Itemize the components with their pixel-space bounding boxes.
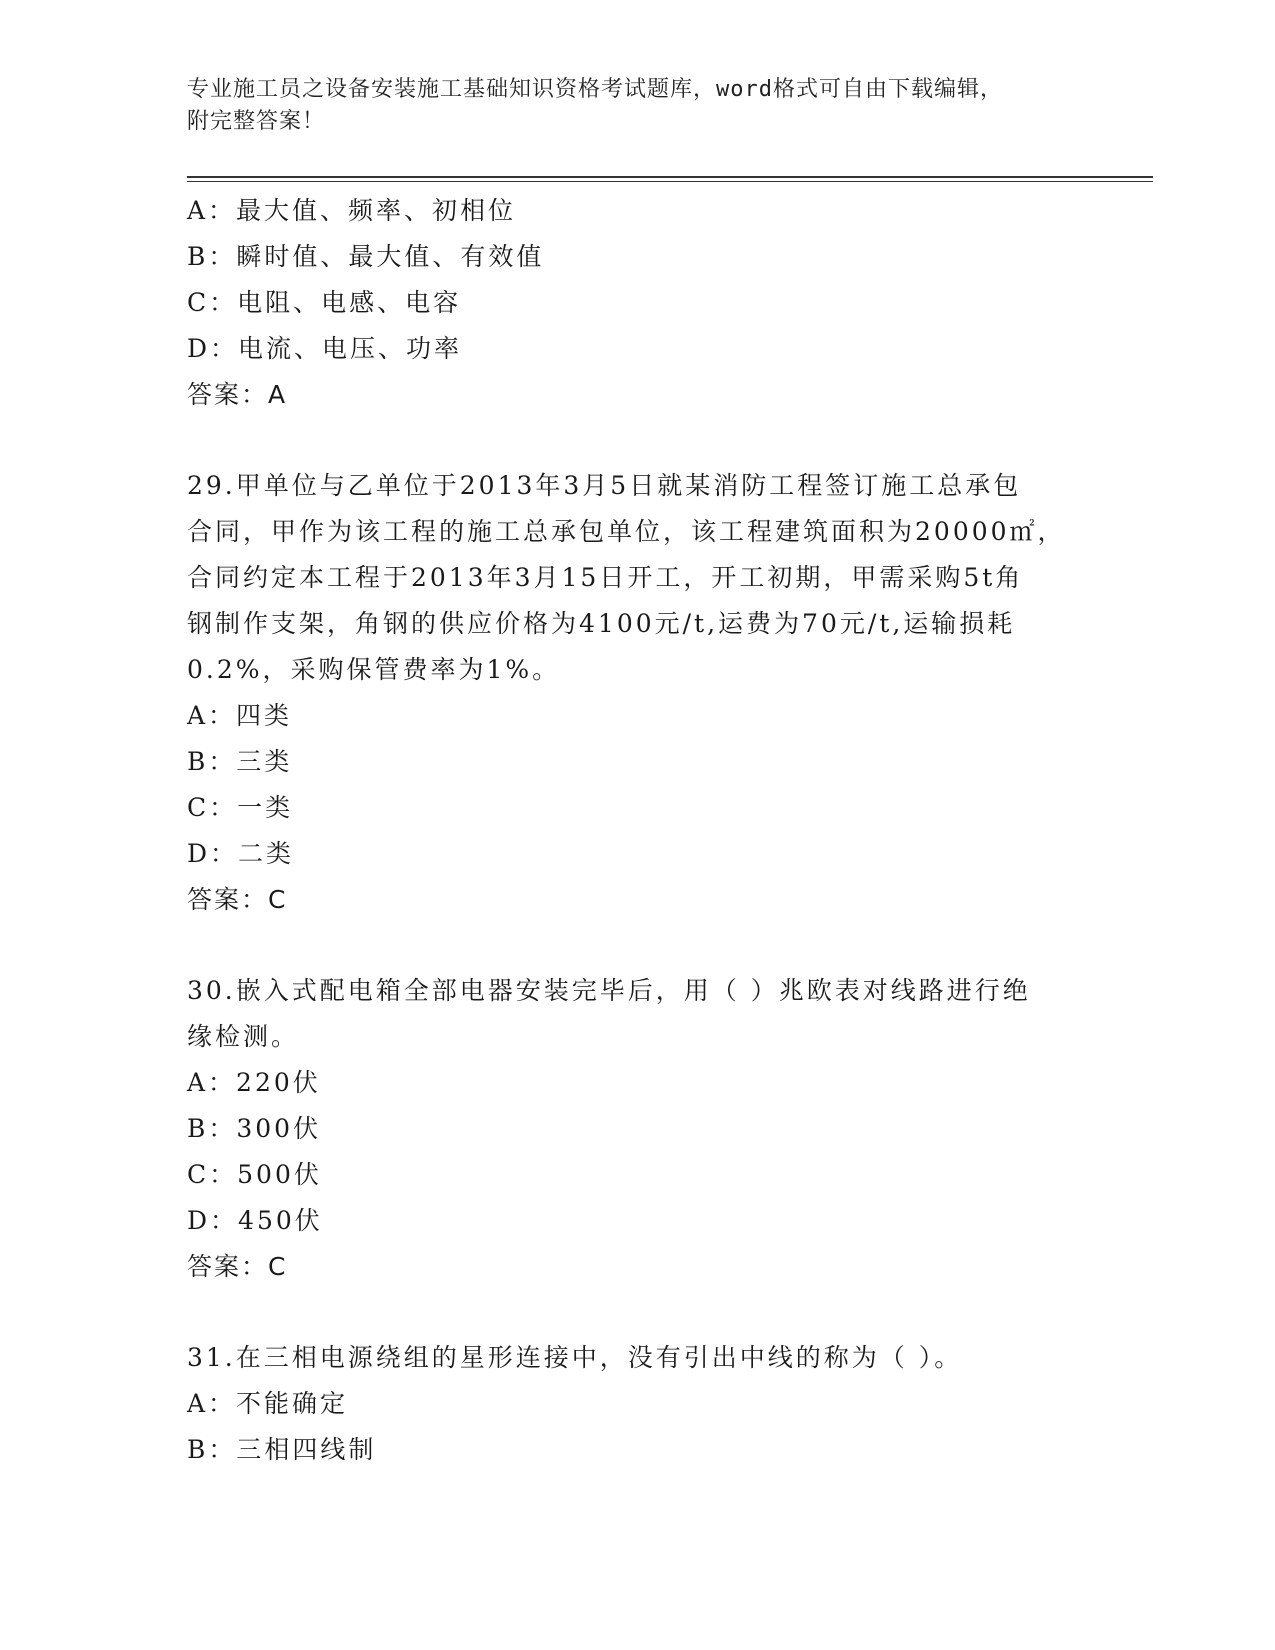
option-d: D：二类 (187, 839, 295, 868)
option-b: B：三相四线制 (187, 1435, 377, 1464)
option-a: A：220伏 (187, 1068, 321, 1097)
option-d: D：450伏 (187, 1206, 323, 1235)
question-spacer (187, 923, 1067, 968)
question-stem-line: 30.嵌入式配电箱全部电器安装完毕后，用（ ）兆欧表对线路进行绝 (187, 976, 1031, 1005)
question-31 (187, 1335, 1067, 1473)
question-spacer (187, 1290, 1067, 1335)
option-a: A：不能确定 (187, 1389, 349, 1418)
header-line-2: 附完整答案！ (187, 109, 326, 134)
question-stem-line: 合同约定本工程于2013年3月15日开工，开工初期，甲需采购5t角 (187, 563, 1024, 592)
option-a: A：最大值、频率、初相位 (187, 196, 517, 225)
option-d: D：电流、电压、功率 (187, 334, 463, 363)
question-28 (187, 188, 1067, 418)
option-c: C：电阻、电感、电容 (187, 288, 462, 317)
answer-line: 答案：A (187, 380, 288, 409)
option-b: B：三类 (187, 747, 293, 776)
header-divider (187, 176, 1153, 182)
document-header (187, 74, 1067, 138)
header-line-1: 专业施工员之设备安装施工基础知识资格考试题库，word格式可自由下载编辑， (187, 77, 1003, 102)
answer-line: 答案：C (187, 885, 288, 914)
question-spacer (187, 418, 1067, 463)
question-stem-line: 29.甲单位与乙单位于2013年3月5日就某消防工程签订施工总承包 (187, 471, 1022, 500)
question-stem-line: 钢制作支架，角钢的供应价格为4100元/t,运费为70元/t,运输损耗 (187, 609, 1016, 638)
question-stem-line: 31.在三相电源绕组的星形连接中，没有引出中线的称为（ ）。 (187, 1343, 963, 1372)
option-a: A：四类 (187, 701, 293, 730)
option-b: B：瞬时值、最大值、有效值 (187, 242, 545, 271)
option-c: C：500伏 (187, 1160, 322, 1189)
question-29 (187, 463, 1067, 923)
question-stem-line: 缘检测。 (187, 1022, 300, 1051)
question-30 (187, 968, 1067, 1290)
option-b: B：300伏 (187, 1114, 322, 1143)
question-stem-line: 合同，甲作为该工程的施工总承包单位，该工程建筑面积为20000㎡， (187, 517, 1066, 546)
option-c: C：一类 (187, 793, 294, 822)
answer-line: 答案：C (187, 1252, 288, 1281)
question-stem-line: 0.2%，采购保管费率为1%。 (187, 655, 561, 684)
question-list (187, 188, 1067, 1473)
